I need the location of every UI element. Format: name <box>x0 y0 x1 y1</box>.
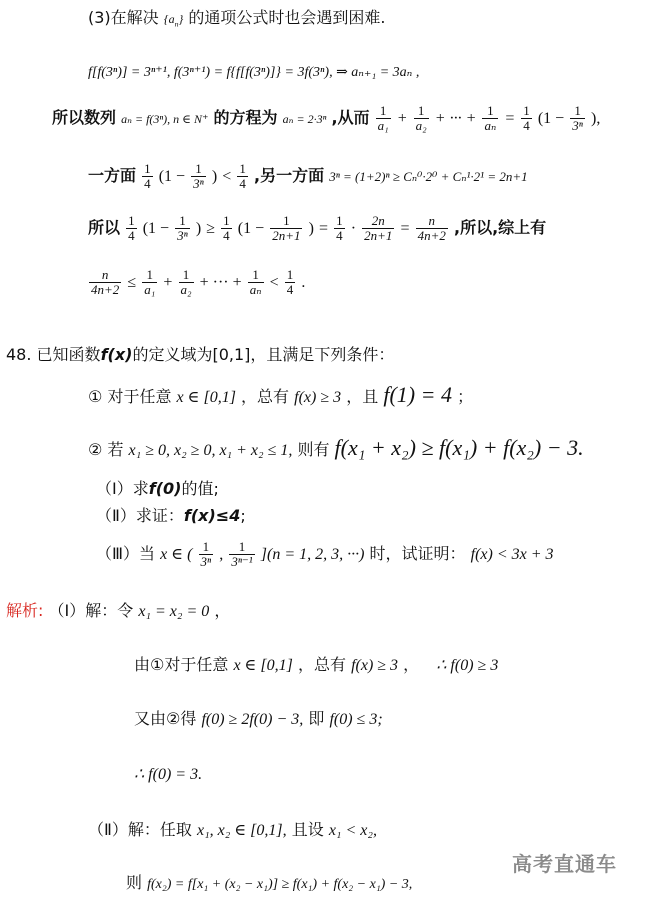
formula: x ∈ [0,1] <box>176 389 236 406</box>
q48-sub3 <box>96 540 554 569</box>
op: ) <box>195 219 202 237</box>
den: 3ⁿ⁻¹ <box>231 553 253 569</box>
part3-line5 <box>88 214 546 243</box>
watermark <box>512 854 617 874</box>
part3-line4 <box>88 162 528 191</box>
part3-line1 <box>88 8 386 29</box>
text: 且设 <box>291 820 324 839</box>
text: （Ⅰ）解：令 <box>48 601 134 620</box>
frac-1-a2 <box>179 268 194 297</box>
text: 所以数列 <box>52 107 117 127</box>
formula: x₁ = x₂ = 0 <box>138 603 210 620</box>
num: 1 <box>574 103 581 118</box>
den: 4 <box>144 175 151 191</box>
q48-number: 48. <box>6 345 32 364</box>
text: 一方面 <box>88 165 137 185</box>
den: a₂ <box>180 281 192 297</box>
text: 对于任意 <box>107 387 172 406</box>
text: 又由②得 <box>134 709 197 728</box>
den: 4 <box>523 117 530 133</box>
frac-1-4 <box>521 104 532 133</box>
formula: 3ⁿ = (1+2)ⁿ ≥ Cₙ⁰·2⁰ + Cₙ¹·2¹ = 2n+1 <box>329 168 528 184</box>
solution-line2 <box>134 657 498 674</box>
formula: ∴ f(0) ≥ 3 <box>436 657 499 674</box>
frac-1-4 <box>142 162 153 191</box>
text: 所以 <box>88 217 121 237</box>
text: ； <box>457 387 474 406</box>
text: 则有 <box>297 440 330 459</box>
text: 的通项公式时也会遇到困难. <box>188 8 386 27</box>
op: , <box>254 165 261 185</box>
num: 1 <box>252 267 259 282</box>
op: + ··· + <box>434 109 477 127</box>
formula: f[f(3ⁿ)] = 3ⁿ⁺¹, f(3ⁿ⁺¹) = f{f[f(3ⁿ)]} = 3f(3ⁿ), ⇒ aₙ₊₁ = 3aₙ , <box>88 65 420 80</box>
frac-1-4 <box>221 214 232 243</box>
formula: f(x₂) = f[x₁ + (x₂ − x₁)] ≥ f(x₁) + f(x₂ − x₁) − 3, <box>147 877 413 892</box>
solution-line4 <box>134 767 202 783</box>
op: (1 − <box>142 219 170 237</box>
formula: f(x) ≥ 3 <box>294 389 342 406</box>
q48-sub2 <box>96 508 246 524</box>
text: ，总有 <box>297 655 346 674</box>
text: 的值; <box>181 479 219 498</box>
formula: ](n = 1, 2, 3, ···) <box>260 545 365 563</box>
q48-cond2 <box>88 437 584 459</box>
num: 1 <box>195 161 202 176</box>
den: 4 <box>128 227 135 243</box>
text: ，总有 <box>241 387 290 406</box>
frac-1-4 <box>126 214 137 243</box>
text: 另一方面 <box>260 165 325 185</box>
frac-1-a2 <box>414 104 429 133</box>
op: , <box>219 545 224 563</box>
den: 3ⁿ <box>200 553 212 569</box>
frac-1-3n <box>570 104 585 133</box>
op: (1 − <box>158 167 186 185</box>
text: (3)在解决 <box>88 8 159 27</box>
seq-open: {a <box>163 12 175 26</box>
formula: aₙ = 2·3ⁿ <box>282 111 327 126</box>
den: a₁ <box>377 117 389 133</box>
formula: f(0) ≤ 3; <box>329 711 383 728</box>
op: ≥ <box>206 219 216 237</box>
op: ≤ <box>127 273 137 291</box>
op: + <box>163 273 173 291</box>
den: 2n+1 <box>364 227 393 243</box>
den: a₁ <box>144 281 156 297</box>
op: = <box>400 219 410 237</box>
part3-line3 <box>52 104 600 133</box>
num: 1 <box>417 103 425 118</box>
frac-1-a1 <box>376 104 391 133</box>
num: 1 <box>379 103 387 118</box>
frac-1-3n <box>199 540 214 569</box>
op: < <box>269 273 279 291</box>
seq-sub: n <box>174 19 179 29</box>
num: 1 <box>144 161 151 176</box>
den: aₙ <box>484 117 497 133</box>
solution-line3 <box>134 711 383 728</box>
den: 4n+2 <box>417 227 446 243</box>
part3-line6 <box>88 268 305 297</box>
num: 1 <box>128 213 135 228</box>
den: 4 <box>239 175 246 191</box>
text: 已知函数 <box>36 345 101 364</box>
num: 1 <box>223 213 230 228</box>
op: , <box>596 109 601 127</box>
text: （Ⅱ）解：任取 <box>88 820 192 839</box>
formula: f(x) < 3x + 3 <box>470 545 554 563</box>
text: 若 <box>107 440 124 459</box>
op: = <box>504 109 516 127</box>
formula: x ∈ ( <box>160 545 193 563</box>
text: ,从而 <box>331 107 370 127</box>
fx: f(x) <box>100 345 133 364</box>
text: ; <box>240 506 246 525</box>
num: 1 <box>202 539 210 554</box>
den: aₙ <box>249 281 262 297</box>
op: (1 − <box>237 219 265 237</box>
num: 1 <box>146 267 154 282</box>
q48-sub1 <box>96 481 219 497</box>
seq-close: } <box>178 12 184 26</box>
math-seq <box>163 12 184 29</box>
frac-1-4 <box>334 214 345 243</box>
frac-1-2n1 <box>270 214 302 243</box>
formula: f(1) = 4 <box>383 382 452 407</box>
op: = <box>319 219 329 237</box>
op: ) <box>590 109 597 127</box>
num: 1 <box>487 103 494 118</box>
formula: aₙ = f(3ⁿ), n ∈ N⁺ <box>121 111 209 126</box>
op: ) <box>211 167 218 185</box>
num: 1 <box>283 213 290 228</box>
frac-1-4 <box>237 162 248 191</box>
solution-line1 <box>6 603 230 620</box>
den: 4 <box>336 227 343 243</box>
frac-n-4n2 <box>89 268 121 297</box>
text: 的定义域为[0,1]，且满足下列条件： <box>132 345 395 364</box>
den: a₂ <box>415 117 427 133</box>
den: 4n+2 <box>91 281 120 297</box>
watermark-text: 高考直通车 <box>512 852 617 876</box>
circled-2: ② <box>88 440 103 459</box>
formula: x₁ ≥ 0, x₂ ≥ 0, x₁ + x₂ ≤ 1, <box>128 442 293 459</box>
q48-cond1 <box>88 384 473 406</box>
formula: x₁ < x₂, <box>328 822 377 839</box>
solution-line6 <box>126 875 412 892</box>
text: ,所以,综上有 <box>454 217 547 237</box>
num: 1 <box>523 103 530 118</box>
op: + <box>396 109 408 127</box>
den: 4 <box>286 281 294 297</box>
frac-n-4n2 <box>416 214 448 243</box>
num: 1 <box>239 161 246 176</box>
frac-1-an <box>482 104 498 133</box>
formula: f(x) ≥ 3 <box>351 657 399 674</box>
num: 1 <box>182 267 190 282</box>
frac-1-a1 <box>142 268 157 297</box>
frac-1-3n <box>175 214 190 243</box>
fx: f(x)≤4 <box>183 506 241 525</box>
text: 的方程为 <box>213 107 278 127</box>
text: （Ⅰ）求 <box>96 479 149 498</box>
op: (1 − <box>537 109 565 127</box>
den: 2n+1 <box>272 227 301 243</box>
op: . <box>301 273 306 291</box>
text: ， <box>403 655 420 674</box>
frac-1-an <box>248 268 264 297</box>
text: （Ⅲ）当 <box>96 543 156 563</box>
frac-1-4 <box>285 268 296 297</box>
num: n <box>428 213 436 228</box>
text: 由①对于任意 <box>134 655 229 674</box>
frac-1-3n1 <box>229 540 254 569</box>
num: 1 <box>336 213 343 228</box>
op: ) <box>308 219 314 237</box>
formula: f(x₁ + x₂) ≥ f(x₁) + f(x₂) − 3. <box>334 435 584 460</box>
formula: f(0) ≥ 2f(0) − 3, <box>201 711 304 728</box>
solution-tag: 解析: <box>6 601 44 620</box>
op: + ··· + <box>199 273 242 291</box>
den: 3ⁿ <box>193 175 204 191</box>
part3-formula <box>88 66 419 80</box>
num: 2n <box>371 213 385 228</box>
den: 4 <box>223 227 230 243</box>
text: 即 <box>308 709 325 728</box>
text: ，且 <box>346 387 379 406</box>
circled-1: ① <box>88 387 103 406</box>
formula: ∴ f(0) = 3. <box>134 766 203 783</box>
op: < <box>222 167 232 185</box>
frac-2n-2n1 <box>362 214 394 243</box>
den: 3ⁿ <box>572 117 583 133</box>
formula: x ∈ [0,1] <box>233 657 293 674</box>
formula: x₁, x₂ ∈ [0,1], <box>196 822 287 839</box>
solution-line5 <box>88 822 377 839</box>
text: ， <box>214 601 231 620</box>
text: 则 <box>126 873 143 892</box>
q48-stem <box>6 347 394 363</box>
fx: f(0) <box>148 479 182 498</box>
frac-1-3n <box>191 162 206 191</box>
den: 3ⁿ <box>177 227 188 243</box>
op: · <box>350 219 357 237</box>
num: 1 <box>238 539 246 554</box>
text: （Ⅱ）求证： <box>96 506 184 525</box>
num: 1 <box>179 213 186 228</box>
num: 1 <box>286 267 294 282</box>
text: 时，试证明： <box>369 543 466 563</box>
num: n <box>101 267 109 282</box>
